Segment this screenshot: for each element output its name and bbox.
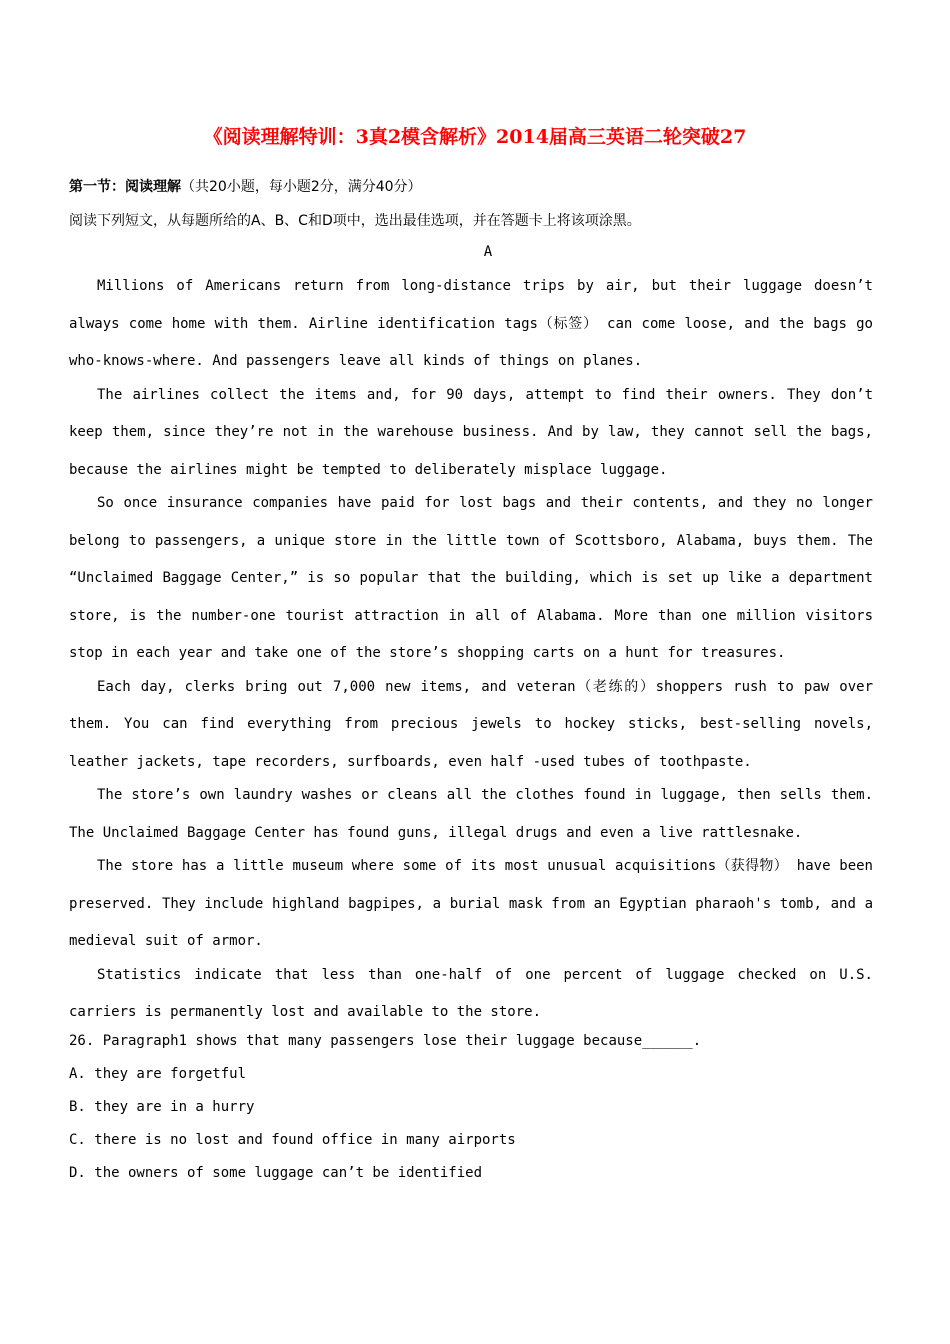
document-title: 《阅读理解特训：3真2模含解析》2014届高三英语二轮突破27 — [203, 126, 747, 148]
question-option-b: B. they are in a hurry — [69, 1099, 255, 1115]
instruction-text: 阅读下列短文，从每题所给的A、B、C和D项中，选出最佳选项，并在答题卡上将该项涂黑。 — [69, 213, 641, 229]
passage-paragraph: Each day, clerks bring out 7,000 new items, and veteran（老练的）shoppers rush to paw over them. You can find everything from precious jewels to hockey sticks, best-selling novels, leather jackets, tape recorders, surfboards, even half -used tubes of toothpaste. — [69, 678, 873, 770]
passage-paragraph: The store’s own laundry washes or cleans all the clothes found in luggage, then sells them. The Unclaimed Baggage Center has found guns, illegal drugs and even a live rattlesnake. — [69, 787, 873, 841]
passage-label: A — [483, 244, 493, 260]
passage-paragraph: So once insurance companies have paid for lost bags and their contents, and they no longer belong to passengers, a unique store in the little town of Scottsboro, Alabama, buys them. The “Unclaimed Baggage Center,” is so popular that the building, which is set up like a department store, is the number-one tourist attraction in all of Alabama. More than one million visitors stop in each year and take one of the store’s shopping carts on a hunt for treasures. — [69, 495, 873, 661]
section-heading-note: （共20小题，每小题2分，满分40分） — [181, 179, 422, 195]
passage-body — [69, 268, 873, 1028]
section-heading-label: 第一节：阅读理解 — [69, 179, 181, 195]
question-option-d: D. the owners of some luggage can’t be identified — [69, 1165, 483, 1181]
section-heading — [69, 176, 422, 196]
question-option-c: C. there is no lost and found office in many airports — [69, 1132, 516, 1148]
question-stem: 26. Paragraph1 shows that many passengers lose their luggage because______. — [69, 1033, 702, 1049]
question-option-a: A. they are forgetful — [69, 1066, 247, 1082]
passage-paragraph: The airlines collect the items and, for 90 days, attempt to find their owners. They don’t keep them, since they’re not in the warehouse business. And by law, they cannot sell the bags, because the airlines might be tempted to deliberately misplace luggage. — [69, 386, 873, 478]
passage-paragraph: Millions of Americans return from long-distance trips by air, but their luggage doesn’t always come home with them. Airline identification tags（标签） can come loose, and the bags go who-knows-where. And passengers leave all kinds of things on planes. — [69, 278, 873, 369]
passage-paragraph: Statistics indicate that less than one-half of one percent of luggage checked on U.S. carriers is permanently lost and available to the store. — [69, 966, 873, 1020]
passage-paragraph: The store has a little museum where some of its most unusual acquisitions（获得物） have been preserved. They include highland bagpipes, a burial mask from an Egyptian pharaoh's tomb, and a medieval suit of armor. — [69, 858, 873, 949]
